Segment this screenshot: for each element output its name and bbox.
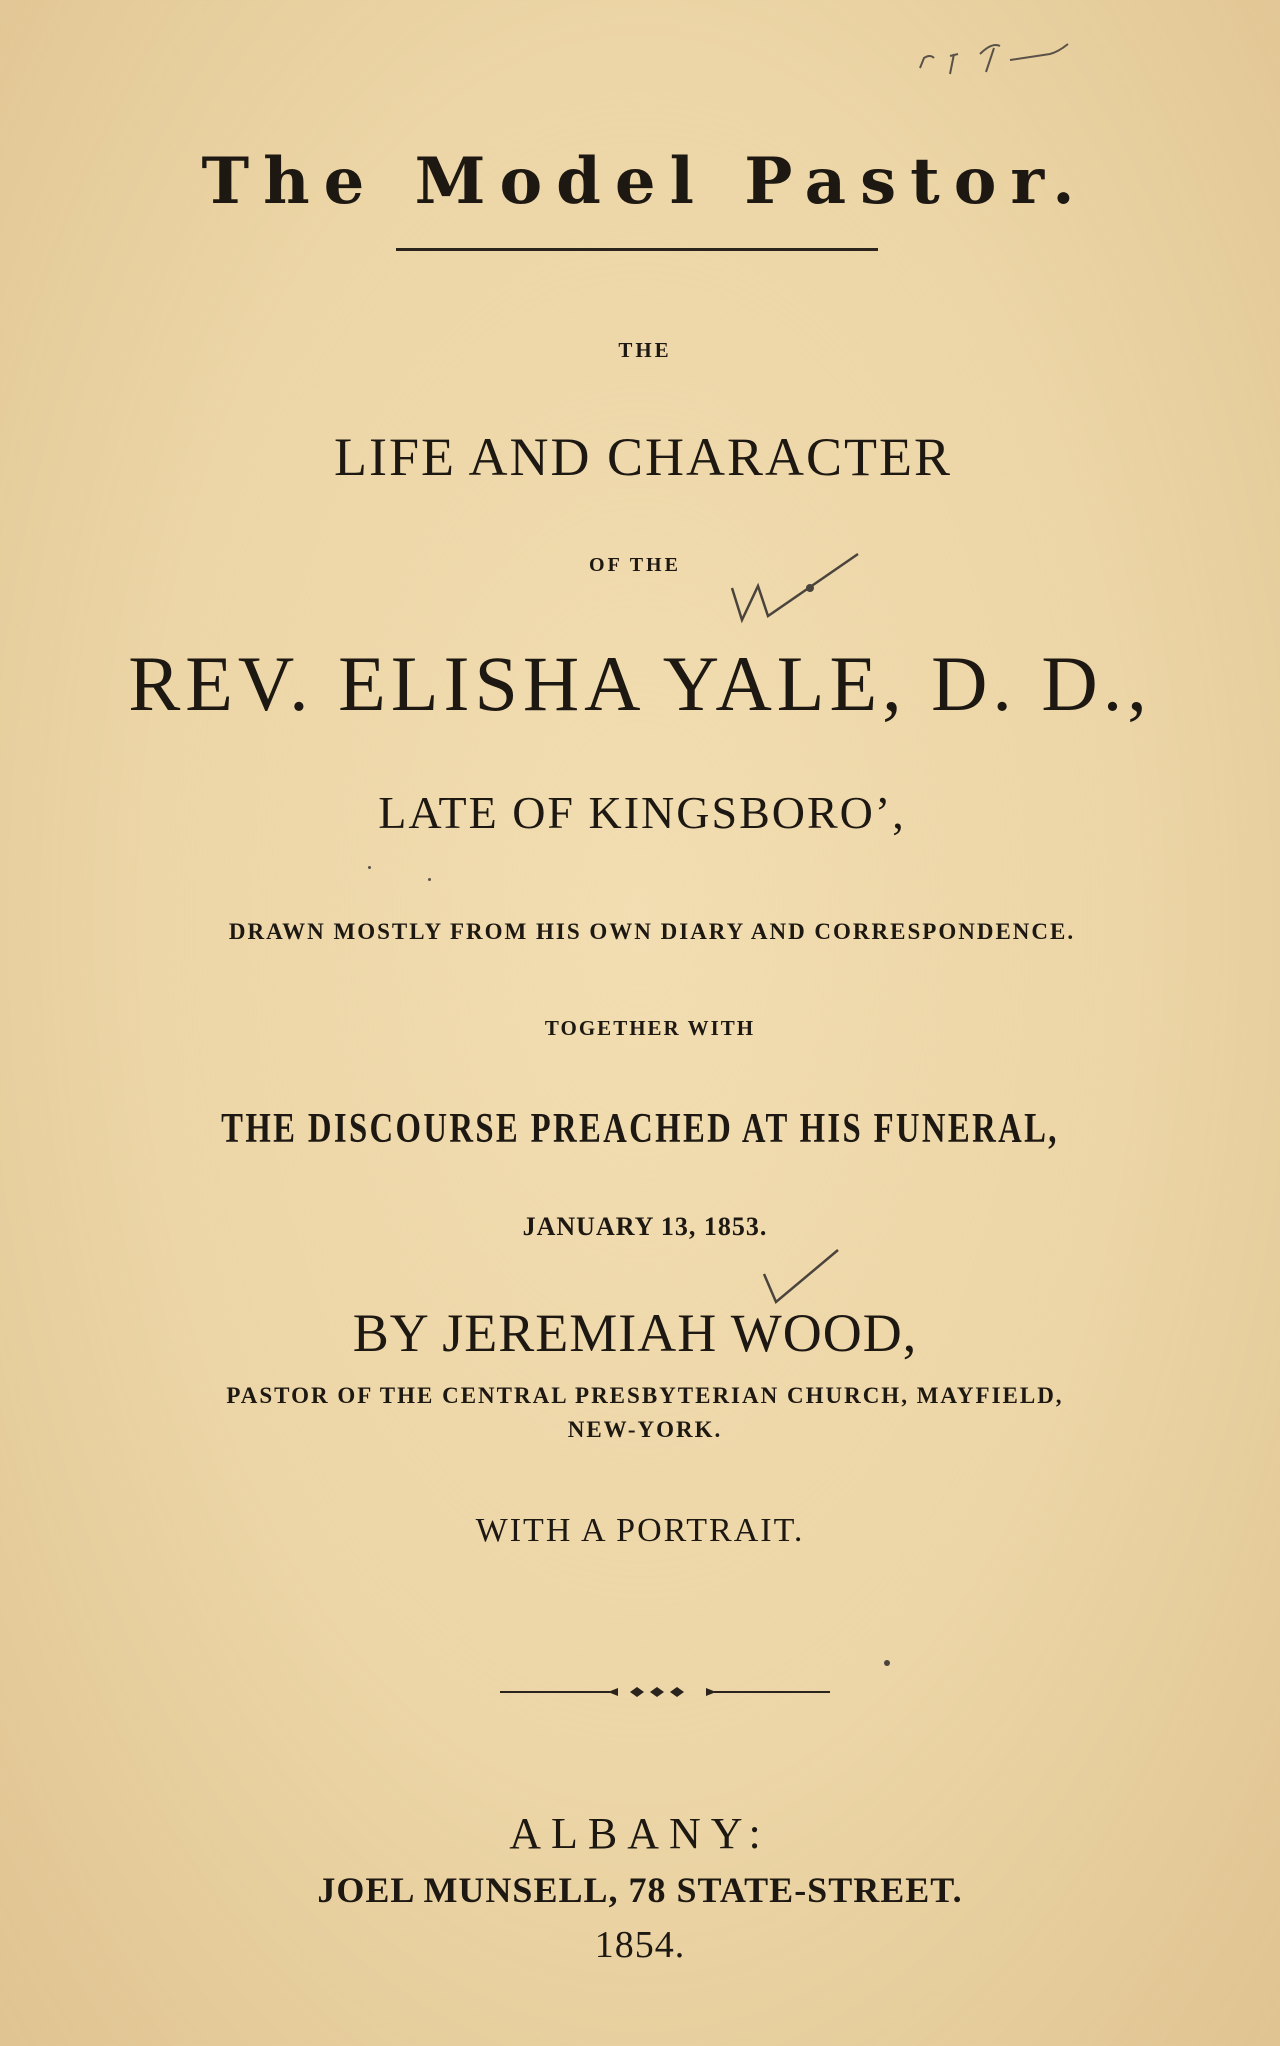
author-title-line-2: NEW-YORK.: [567, 1417, 723, 1442]
pencil-check-mark-1: [728, 548, 868, 628]
subject-name: REV. ELISHA YALE, D. D.,: [128, 640, 1152, 727]
publication-city: ALBANY:: [509, 1809, 771, 1858]
pencil-check-mark-2: [760, 1246, 860, 1306]
paper-speck: [368, 866, 371, 869]
funeral-date: JANUARY 13, 1853.: [522, 1212, 768, 1241]
together-with-label: TOGETHER WITH: [544, 1016, 756, 1040]
author-title-line-1: PASTOR OF THE CENTRAL PRESBYTERIAN CHURCH, MAYFIELD,: [226, 1383, 1064, 1408]
ornament-divider: [500, 1680, 830, 1704]
portrait-note: WITH A PORTRAIT.: [475, 1512, 805, 1549]
the-label: THE: [618, 338, 672, 362]
of-the-label: OF THE: [589, 554, 681, 576]
subtitle-life-and-character: LIFE AND CHARACTER: [333, 427, 953, 487]
title-rule: [396, 248, 878, 251]
drawn-from-line: DRAWN MOSTLY FROM HIS OWN DIARY AND CORRESPONDENCE.: [228, 919, 1076, 944]
handwritten-note-top-right: [900, 20, 1120, 90]
paper-speck: [428, 878, 431, 881]
late-of-line: LATE OF KINGSBORO’,: [378, 787, 906, 838]
discourse-line: THE DISCOURSE PREACHED AT HIS FUNERAL,: [221, 1106, 1059, 1152]
main-title: The Model Pastor.: [201, 144, 1089, 219]
publication-year: 1854.: [594, 1924, 686, 1966]
paper-speck: [884, 1660, 890, 1666]
publisher-line: JOEL MUNSELL, 78 STATE-STREET.: [317, 1870, 963, 1910]
author-line: BY JEREMIAH WOOD,: [352, 1303, 918, 1363]
